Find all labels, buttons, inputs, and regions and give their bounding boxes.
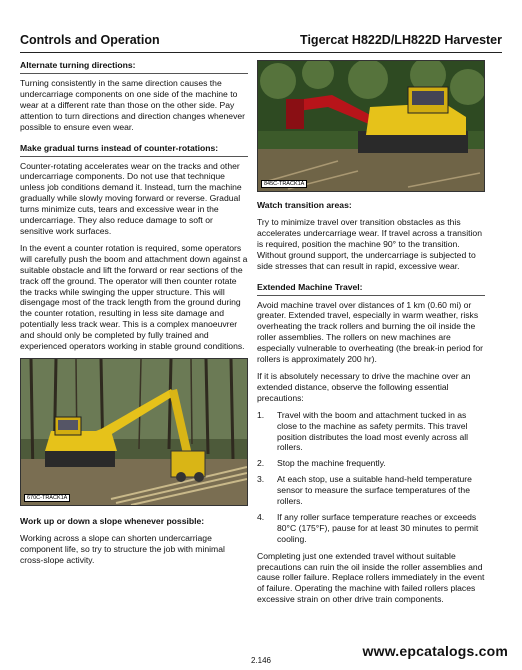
list-item: 2. Stop the machine frequently. (257, 458, 386, 469)
right-column (257, 56, 485, 611)
paragraph: In the event a counter rotation is required, some operators will carefully push the boom and attachment down against a suitable obstacle and lift the forward or rear sections of the track off the ground. The operator will then counter rotate the tracks while swinging the upper structure. This will disengage most of the track length from the ground during the counter rotation, resulting in less site damage and potentially less track wear. This is a complex manoeuvrer and should only be completed by fully trained and experienced operators working in stable ground conditions. (20, 242, 248, 352)
page-number: 2.146 (250, 656, 272, 665)
heading-alternate-turning: Alternate turning directions: (20, 56, 248, 74)
harvester-forest-illustration (21, 359, 247, 505)
left-column (20, 56, 248, 572)
paragraph: Completing just one extended travel without suitable precautions can ruin the oil inside the roller assemblies and cause roller failure. Replace rollers immediately in the event of failure. Operating the machine with failed rollers places excessive strain on other drive train components. (257, 550, 485, 605)
harvester-clearing-illustration (258, 61, 484, 191)
paragraph: Avoid machine travel over distances of 1 km (0.60 mi) or greater. Extended travel, especially in warm weather, risks overheating the track rollers and burning the oil inside the roller assemblies. The rollers on new machines are especially vulnerable to overheating (the break-in period for rollers is approximately 200 hr). (257, 299, 483, 365)
paragraph: Counter-rotating accelerates wear on the tracks and other undercarriage components. Do not use that technique unless job conditions demand it. Instead, turn the machine gradually while slowly moving forward or reverse. Gradual turns minimize cuts, tears and excessive wear in the undercarriage. They also reduce damage to soft or sensitive work surfaces. (20, 160, 242, 236)
manual-title: Tigercat H822D/LH822D Harvester (300, 33, 502, 47)
paragraph: Try to minimize travel over transition obstacles as this accelerates undercarriage wear. If travel across a transition is required, position the machine 90° to the transition. Without ground support, the undercarriage is subjected to side stresses that can result in rapid, excessive wear. (257, 217, 482, 271)
paragraph: Turning consistently in the same direction causes the undercarriage components on one side of the machine to wear at a different rate than those on the other side. Pay attention to turn directions and direction changes whenever possible to ensure even wear. (20, 78, 246, 132)
heading-gradual-turns: Make gradual turns instead of counter-rotations: (20, 139, 248, 157)
section-title: Controls and Operation (20, 33, 160, 47)
photo-code: 845C-TRACK1A (261, 180, 307, 188)
list-item: 4. If any roller surface temperature reaches or exceeds 80°C (175°F), pause for at least 30 minutes to permit cooling. (257, 511, 479, 544)
photo-harvester-clearing (257, 60, 485, 192)
photo-harvester-forest (20, 358, 248, 506)
paragraph: Working across a slope can shorten undercarriage component life, so try to structure the job with minimal cross-slope activity. (20, 532, 225, 565)
paragraph: If it is absolutely necessary to drive the machine over an extended distance, observe the following essential precautions: (257, 370, 471, 403)
heading-extended-travel: Extended Machine Travel: (257, 278, 485, 296)
list-item: 3. At each stop, use a suitable hand-held temperature sensor to measure the surface temperatures of the rollers. (257, 474, 472, 507)
photo-code: 670C-TRACK1A (24, 494, 70, 502)
list-item: 1. Travel with the boom and attachment tucked in as close to the machine as safety permits. This travel position distributes the load most evenly across all rollers. (257, 409, 469, 453)
heading-work-slope: Work up or down a slope whenever possible: (20, 515, 205, 526)
page-header (20, 30, 502, 53)
heading-transition-areas: Watch transition areas: (257, 200, 352, 210)
precautions-list (257, 410, 485, 545)
watermark: www.epcatalogs.com (362, 643, 508, 659)
